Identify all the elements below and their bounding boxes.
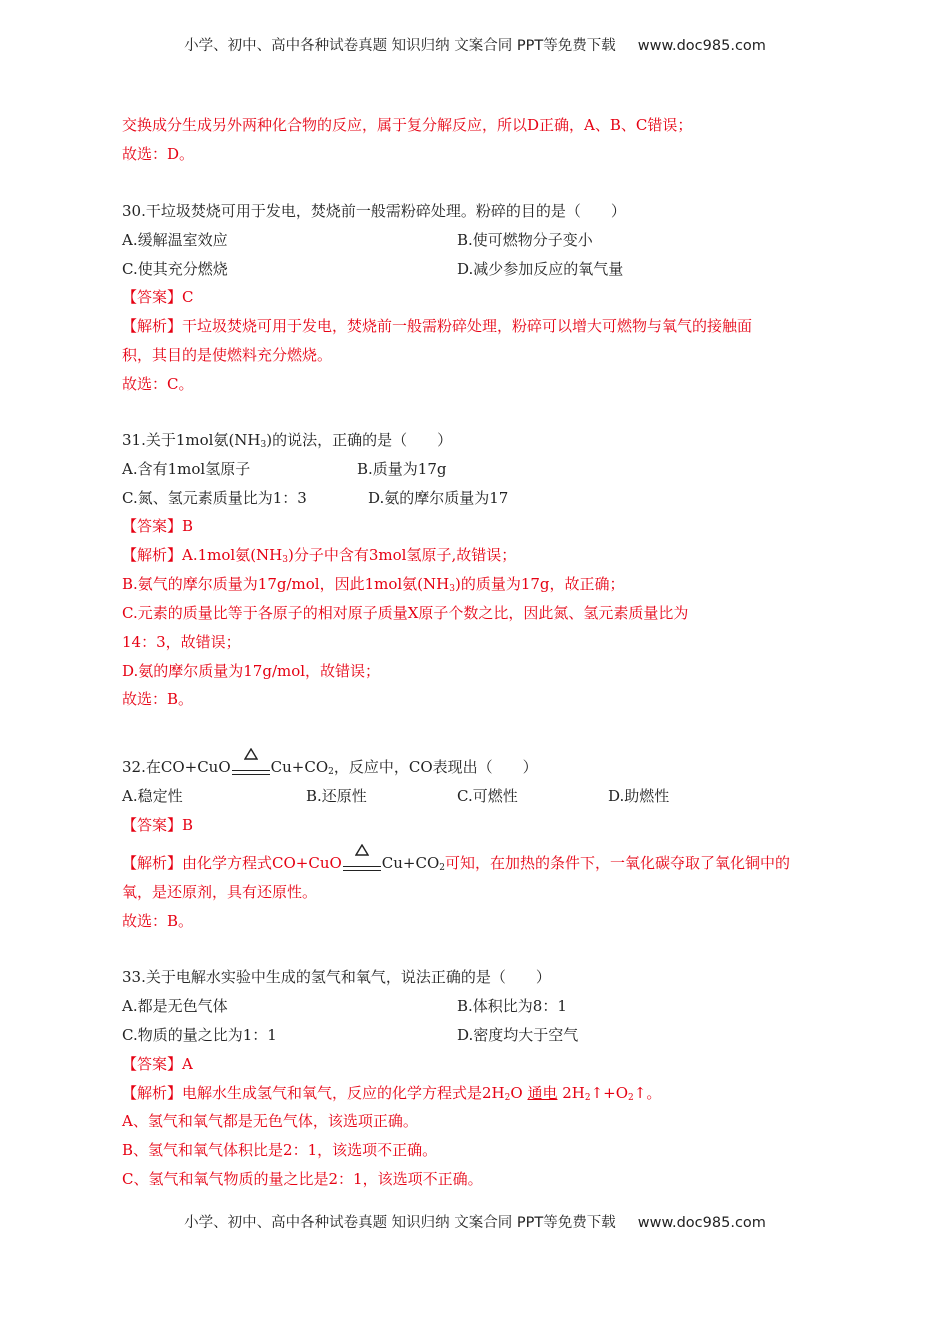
q33-analysis-3: B、氢气和氧气体积比是2：1，该选项不正确。 — [122, 1141, 438, 1159]
q30-analysis-1: 【解析】干垃圾焚烧可用于发电，焚烧前一般需粉碎处理，粉碎可以增大可燃物与氧气的接触面 — [122, 317, 753, 335]
q32-analysis-2: 氧，是还原剂，具有还原性。 — [122, 883, 318, 901]
q30-answer: 【答案】C — [122, 288, 194, 306]
prev-choose: 故选：D。 — [122, 145, 195, 163]
header-site[interactable]: www.doc985.com — [637, 38, 766, 54]
q33-analysis-1: 【解析】电解水生成氢气和氧气，反应的化学方程式是$2H_2O$ 通电 $2H_2↑+O_2↑$。 — [122, 1084, 662, 1103]
q32-option-a: A.稳定性 — [122, 787, 183, 805]
q33-answer: 【答案】A — [122, 1055, 193, 1073]
q33-analysis-4: C、氢气和氧气物质的量之比是2：1，该选项不正确。 — [122, 1170, 483, 1188]
page-footer — [0, 1211, 950, 1232]
heating-equals-sign — [232, 757, 270, 777]
q31-analysis-3: C.元素的质量比等于各原子的相对原子质量X原子个数之比，因此氮、氢元素质量比为 — [122, 604, 689, 622]
q33-analysis-2: A、氢气和氧气都是无色气体，该选项正确。 — [122, 1112, 418, 1130]
footer-text: 小学、初中、高中各种试卷真题 知识归纳 文案合同 PPT等免费下载 — [184, 1215, 616, 1231]
q31-analysis-1: 【解析】A.1mol氨$(NH_3)$分子中含有3mol氢原子,故错误； — [122, 546, 517, 565]
q30-analysis-2: 积，其目的是使燃料充分燃烧。 — [122, 346, 333, 364]
q33-option-b: B.体积比为8：1 — [457, 997, 567, 1015]
q33-stem: 33.关于电解水实验中生成的氢气和氧气，说法正确的是（ ） — [122, 968, 551, 986]
q31-option-c: C.氮、氢元素质量比为1：3 — [122, 489, 307, 507]
q31-answer: 【答案】B — [122, 517, 194, 535]
q31-analysis-2: B.氨气的摩尔质量为17g/mol，因此1mol氨$(NH_3)$的质量为17g，故正确； — [122, 575, 625, 594]
q31-option-a: A.含有1mol氢原子 — [122, 460, 251, 478]
q31-choose: 故选：B。 — [122, 690, 194, 708]
q33-option-c: C.物质的量之比为1：1 — [122, 1026, 277, 1044]
q30-choose: 故选：C。 — [122, 375, 194, 393]
q32-choose: 故选：B。 — [122, 912, 194, 930]
q32-stem: 32.在CO+CuO $Cu+CO_2$，反应中，CO表现出（ ） — [122, 757, 538, 777]
q32-option-c: C.可燃性 — [457, 787, 518, 805]
q31-stem: 31.关于1mol氨$(NH_3)$的说法，正确的是（ ） — [122, 431, 453, 450]
q32-answer: 【答案】B — [122, 816, 194, 834]
q30-option-d: D.减少参加反应的氧气量 — [457, 260, 624, 278]
q30-option-c: C.使其充分燃烧 — [122, 260, 228, 278]
q32-option-b: B.还原性 — [306, 787, 367, 805]
q30-option-a: A.缓解温室效应 — [122, 231, 228, 249]
footer-site[interactable]: www.doc985.com — [637, 1215, 766, 1231]
q30-stem: 30.干垃圾焚烧可用于发电，焚烧前一般需粉碎处理。粉碎的目的是（ ） — [122, 202, 626, 220]
q31-analysis-4: 14：3，故错误； — [122, 633, 241, 651]
prev-explanation: 交换成分生成另外两种化合物的反应，属于复分解反应，所以D正确，A、B、C错误； — [122, 116, 693, 134]
q33-option-a: A.都是无色气体 — [122, 997, 228, 1015]
q32-analysis-1: 【解析】由化学方程式CO+CuO $Cu+CO_2$可知，在加热的条件下，一氧化碳夺取了氧化铜中的 — [122, 853, 790, 873]
q31-option-d: D.氨的摩尔质量为17 — [368, 489, 509, 507]
heating-equals-sign — [343, 853, 381, 873]
q33-option-d: D.密度均大于空气 — [457, 1026, 579, 1044]
q31-analysis-5: D.氨的摩尔质量为17g/mol，故错误； — [122, 662, 381, 680]
q32-option-d: D.助燃性 — [608, 787, 670, 805]
q31-option-b: B.质量为17g — [357, 460, 447, 478]
header-text: 小学、初中、高中各种试卷真题 知识归纳 文案合同 PPT等免费下载 — [184, 38, 616, 54]
q30-option-b: B.使可燃物分子变小 — [457, 231, 593, 249]
page-header — [0, 34, 950, 55]
